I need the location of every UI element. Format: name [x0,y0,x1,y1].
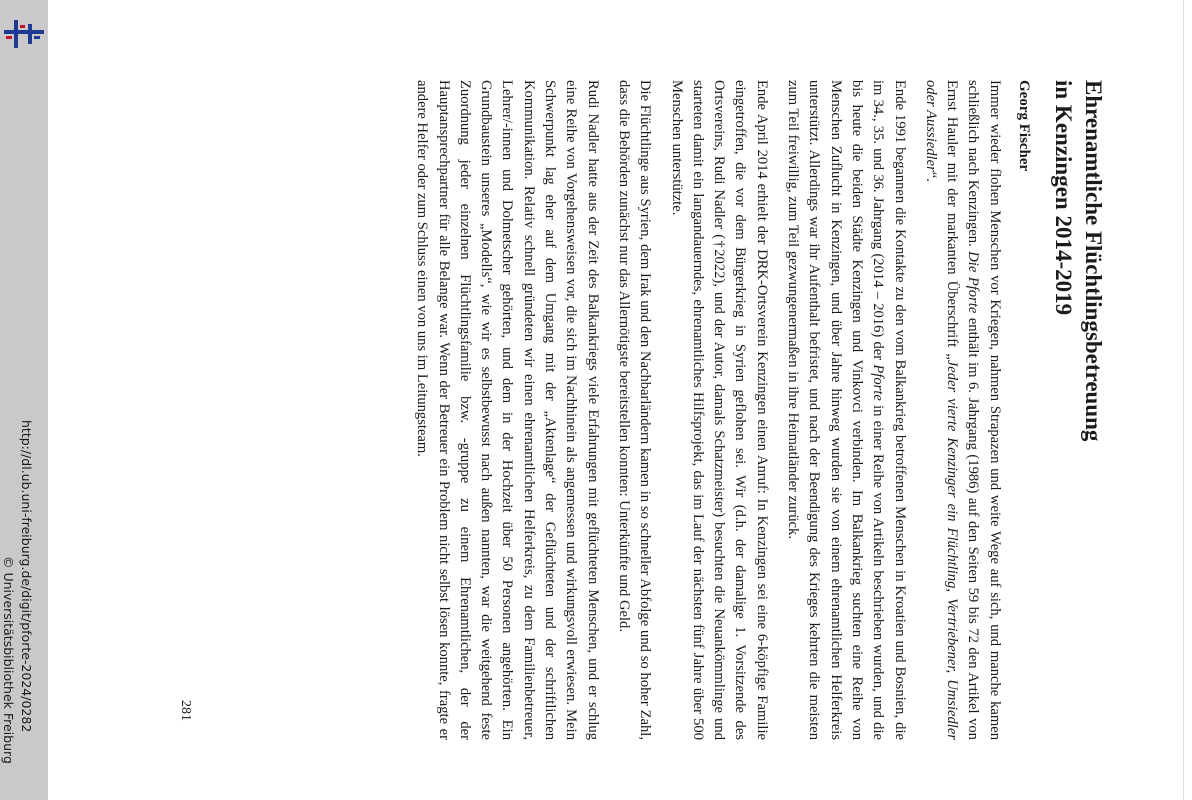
paragraph-3: Ende April 2014 erhielt der DRK-Ortsverein Kenzingen einen Anruf: In Kenzingen sei eine 6-köpfige Familie eingetroffen, die vor dem Bürgerkrieg in Syrien geflohen sei. Wir (d.h. der damalige 1. Vorsitzende des Ortsvereins, Rudi Nadler (†2022), und der Autor, damals Schatzmeister) besuchten die Neuankömmlinge und starteten damit ein langandauerndes, ehrenamtliches Hilfsprojekt, das im Lauf der nächsten fünf Jahre über 500 Menschen unterstützte. [668,80,770,740]
article-title [1048,80,1108,740]
paragraph-4: Die Flüchtlinge aus Syrien, dem Irak und den Nachbarländern kamen in so schneller Abfolge und so hoher Zahl, dass die Behörden zunächst nur das Allernötigste bereitstellen konnten: Unterkünfte und Geld. [615,80,654,740]
title-line-1: Ehrenamtliche Flüchtlingsbetreuung [1081,80,1106,442]
viewer-sidebar [0,0,48,800]
page-number: 281 [178,700,193,721]
page-border [1183,0,1184,800]
document-url[interactable]: http://dl.ub.uni-freiburg.de/digit/pforte-2024/0282 [19,420,34,733]
paragraph-1: Immer wieder flohen Menschen vor Kriegen, nahmen Strapazen und weite Wege auf sich, und manche kamen schließlich nach Kenzingen. Die Pforte enthält im 6. Jahrgang (1986) auf den Seiten 59 bis 72 den Artikel von Ernst Hauler mit der markanten Überschrift „Jeder vierte Kenzinger ein Flüchtling, Vertriebener, Umsiedler oder Aussiedler“. [922,80,1003,740]
title-line-2: in Kenzingen 2014-2019 [1051,80,1076,316]
copyright-notice: © Universitätsbibliothek Freiburg [1,556,16,764]
scanned-page [104,80,1116,740]
paragraph-2: Ende 1991 begannen die Kontakte zu den vom Balkankrieg betroffenen Menschen in Kroatien und Bosnien, die im 34., 35. und 36. Jahrgang (2014 – 2016) der Pforte in einer Reihe von Artikeln beschrieben wurden, und die bis heute die beiden Städte Kenzingen und Vinkovci verbinden. Im Balkankrieg suchten eine Reihe von Menschen Zuflucht in Kenzingen, und über Jahre hinweg wurden sie von einem ehrenamtlichen Helferkreis unterstützt. Allerdings war ihr Aufenthalt befristet, und nach der Beendigung des Krieges kehrten die meisten zum Teil freiwillig, zum Teil gezwungenermaßen in ihre Heimatländer zurück. [785,80,908,740]
paragraph-5: Rudi Nadler hatte aus der Zeit des Balkankriegs viele Erfahrungen mit geflüchteten Menschen, und er schlug eine Reihe von Vorgehensweisen vor, die sich im Nachhinein als angemessen und wirkungsvoll erwiesen. Mein Schwerpunkt lag eher auf dem Umgang mit der „Aktenlage“ der Geflüchteten und der schriftlichen Kommunikation. Relativ schnell gründeten wir einen ehrenamtlichen Helferkreis, zu dem Familienbetreuer, Lehrer/-innen und Dolmetscher gehörten, und dem in der Hochzeit über 50 Personen angehörten. Ein Grundbaustein unseres „Modells“, wie wir es selbstbewusst nach außen nannten, war die weitgehend feste Zuordnung jeder einzelnen Flüchtlingsfamilie bzw. -gruppe zu einem Ehrenamtlichen, der der Hauptansprechpartner für alle Belange war. Wenn der Betreuer ein Problem nicht selbst lösen konnte, fragte er andere Helfer oder zum Schluss einen von uns im Leitungsteam. [414,80,601,740]
article-author: Georg Fischer [1016,80,1032,172]
rotated-page-content [104,80,1116,740]
